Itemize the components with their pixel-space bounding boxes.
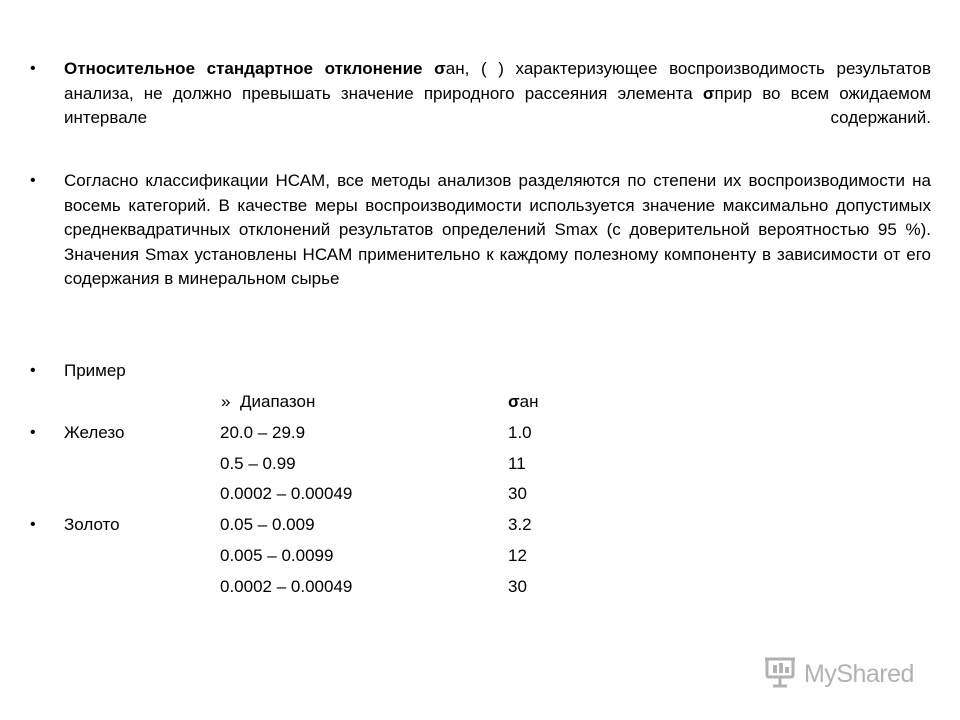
value-cell: 30 (508, 577, 527, 596)
header-marker: » (221, 392, 231, 411)
example-label: Пример (64, 361, 126, 380)
paragraph-1-rest-2: прир во всем ожидаемом интервале содержаний. (64, 83, 932, 127)
paragraph-1-line1-rest: ан, ( ) характеризующее (445, 59, 658, 78)
sigma-symbol-2: σ (702, 83, 715, 103)
sigma-symbol: σ (434, 59, 446, 78)
value-cell: 11 (508, 454, 526, 473)
range-cell: 0.005 – 0.0099 (220, 546, 334, 565)
watermark (764, 654, 934, 694)
header-range: Диапазон (240, 392, 316, 411)
watermark-text: MyShared (804, 659, 914, 688)
header-sigma-symbol: σ (508, 392, 520, 411)
paragraph-1 (64, 57, 931, 131)
range-cell: 20.0 – 29.9 (220, 423, 306, 442)
value-cell: 30 (508, 484, 527, 503)
element-gold: Золото (64, 515, 120, 534)
header-sigma (508, 390, 538, 414)
range-cell: 0.0002 – 0.00049 (220, 484, 353, 503)
range-cell: 0.5 – 0.99 (220, 454, 296, 473)
value-cell: 1.0 (508, 423, 532, 442)
bullet-2: • (30, 172, 36, 189)
range-cell: 0.0002 – 0.00049 (220, 577, 353, 596)
bullet-4: • (30, 424, 36, 441)
bullet-5: • (30, 516, 36, 533)
paragraph-2 (64, 169, 931, 292)
value-cell: 12 (508, 546, 527, 565)
bullet-1: • (30, 60, 36, 77)
bullet-3: • (30, 362, 36, 379)
header-sigma-sub: ан (519, 392, 539, 411)
element-iron: Железо (64, 423, 125, 442)
range-cell: 0.05 – 0.009 (220, 515, 315, 534)
presentation-board-icon (764, 655, 798, 694)
value-cell: 3.2 (508, 515, 532, 534)
paragraph-2-text: Согласно классификации НСАМ, все методы анализов разделяются по степени их воспроизводимости на восемь категорий. В качестве меры воспроизводимости используется значение максимально допустимых среднеквадратичных отклонений результатов определений Smax (с доверительной вероятностью 95 %). Значения Smax установлены НСАМ применительно к каждому полезному компоненту в зависимости от его содержания в минеральном сырье (64, 171, 931, 288)
paragraph-1-bold: Относительное стандартное отклонение (64, 59, 423, 78)
paragraph-1-rest: воспроизводимость результатов анализа, не должно превышать значение природного рассеяния элемента (64, 59, 931, 103)
